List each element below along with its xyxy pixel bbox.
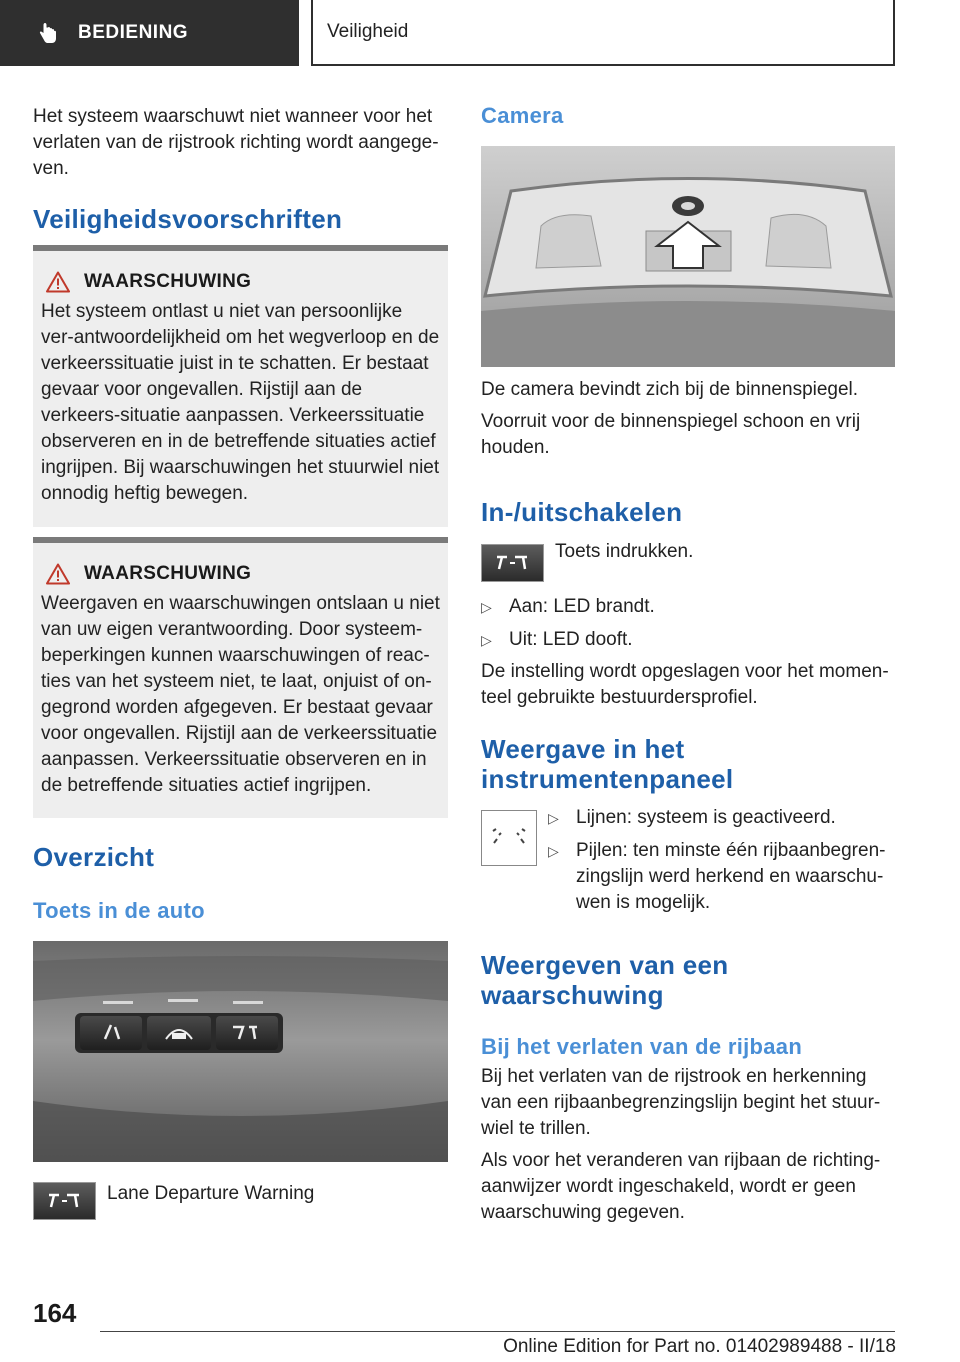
safety-heading: Veiligheidsvoorschriften (33, 204, 343, 234)
button-panel-photo (33, 941, 448, 1162)
triangle-bullet-icon: ▷ (548, 810, 559, 826)
safety-heading-block (33, 204, 448, 235)
overview-heading: Overzicht (33, 842, 155, 872)
camera-heading-block (481, 103, 896, 129)
switch-caption: Toets indrukken. (555, 541, 694, 562)
list-item (548, 838, 895, 916)
footer-divider (100, 1331, 895, 1332)
switch-caption-block (555, 539, 895, 565)
lane-departure-button[interactable] (33, 1182, 96, 1220)
switch-note: De instelling wordt opgeslagen voor het momen-teel gebruikte bestuurdersprofiel. (481, 661, 889, 708)
warning-box-1 (33, 245, 448, 527)
list-item (548, 805, 895, 831)
lane-leave-block (481, 1034, 896, 1226)
warning-title-row (41, 563, 440, 585)
page-number: 164 (33, 1298, 77, 1328)
triangle-bullet-icon: ▷ (481, 632, 492, 648)
button-caption-block (107, 1181, 447, 1207)
list-item-text: Pijlen: ten minste één rijbaanbegren-zingslijn werd herkend en waarschu-wen is mogelijk. (576, 840, 886, 913)
lane-departure-icon (45, 1191, 85, 1211)
display-heading: Weergave in het instrumentenpaneel (481, 734, 734, 794)
warning-title-row (41, 271, 440, 293)
camera-heading: Camera (481, 103, 564, 128)
switch-list (481, 594, 896, 711)
camera-text-2: Voorruit voor de binnenspiegel schoon en vrij houden. (481, 411, 861, 458)
lane-departure-icon (493, 553, 533, 573)
edition-text: Online Edition for Part no. 01402989488 - II/18 (503, 1336, 896, 1357)
lane-leave-heading: Bij het verlaten van de rijbaan (481, 1034, 803, 1059)
camera-photo (481, 146, 895, 367)
list-item-text: Lijnen: systeem is geactiveerd. (576, 807, 836, 828)
warning-text: Het systeem ontlast u niet van persoonlijke ver-antwoordelijkheid om het wegverloop en de verkeerssituatie juist in te schatten. Er bestaat gevaar voor ongevallen. Rijstijl aan de verkeers-situatie aanpassen. Verkeerssituatie observeren en in de betreffende situaties actief ingrijpen. Bij waarschuwingen het stuurwiel niet onnodig heftig bewegen. (41, 301, 440, 504)
display-heading-block (481, 734, 896, 794)
camera-text-1: De camera bevindt zich bij de binnenspiegel. (481, 379, 859, 400)
button-panel-illustration (33, 941, 448, 1162)
section-header (311, 0, 895, 66)
lane-leave-text-2: Als voor het veranderen van rijbaan de richting-aanwijzer wordt ingeschakeld, wordt er geen waarschuwing gegeven. (481, 1150, 881, 1223)
lane-departure-switch-button[interactable] (481, 544, 544, 582)
warning-display-heading-block (481, 950, 896, 1010)
list-item-text: Uit: LED dooft. (509, 629, 633, 650)
chapter-label: BEDIENING (78, 22, 189, 43)
lane-lines-display-icon-box (481, 810, 537, 866)
intro-text: Het systeem waarschuwt niet wanneer voor het verlaten van de rijstrook richting wordt aangege-ven. (33, 106, 439, 179)
chapter-tab[interactable] (0, 0, 299, 66)
switch-heading: In-/uitschakelen (481, 497, 683, 527)
list-item (481, 627, 896, 653)
section-label: Veiligheid (327, 21, 409, 42)
warning-title: WAARSCHUWING (84, 563, 252, 584)
warning-triangle-icon (46, 563, 70, 585)
warning-text: Weergaven en waarschuwingen ontslaan u niet van uw eigen verantwoording. Door systeem-beperkingen kunnen waarschuwingen of reac-ties van het systeem niet, te laat, onjuist of on-gegrond worden afgegeven. Er bestaat gevaar voor ongevallen. Rijstijl aan de verkeerssituatie aanpassen. Verkeerssituatie observeren en in de betreffende situaties actief ingrijpen. (41, 593, 440, 796)
triangle-bullet-icon: ▷ (548, 843, 559, 859)
warning-triangle-icon (46, 271, 70, 293)
triangle-bullet-icon: ▷ (481, 599, 492, 615)
warning-box-2 (33, 537, 448, 818)
camera-text-block (481, 377, 896, 461)
lane-leave-text-1: Bij het verlaten van de rijstrook en herkenning van een rijbaanbegrenzingslijn begint het stuur-wiel te trillen. (481, 1066, 881, 1139)
camera-illustration (481, 146, 895, 367)
warning-title: WAARSCHUWING (84, 271, 252, 292)
hand-pointer-icon (36, 21, 60, 45)
button-heading-block (33, 898, 448, 924)
intro-paragraph (33, 104, 448, 182)
warning-display-heading: Weergeven van een waarschuwing (481, 950, 729, 1010)
overview-heading-block (33, 842, 448, 873)
display-list (548, 805, 895, 916)
list-item (481, 594, 896, 620)
button-heading: Toets in de auto (33, 898, 205, 923)
list-item-text: Aan: LED brandt. (509, 596, 655, 617)
button-caption: Lane Departure Warning (107, 1183, 315, 1204)
lane-lines-icon (489, 825, 529, 851)
switch-heading-block (481, 497, 896, 528)
